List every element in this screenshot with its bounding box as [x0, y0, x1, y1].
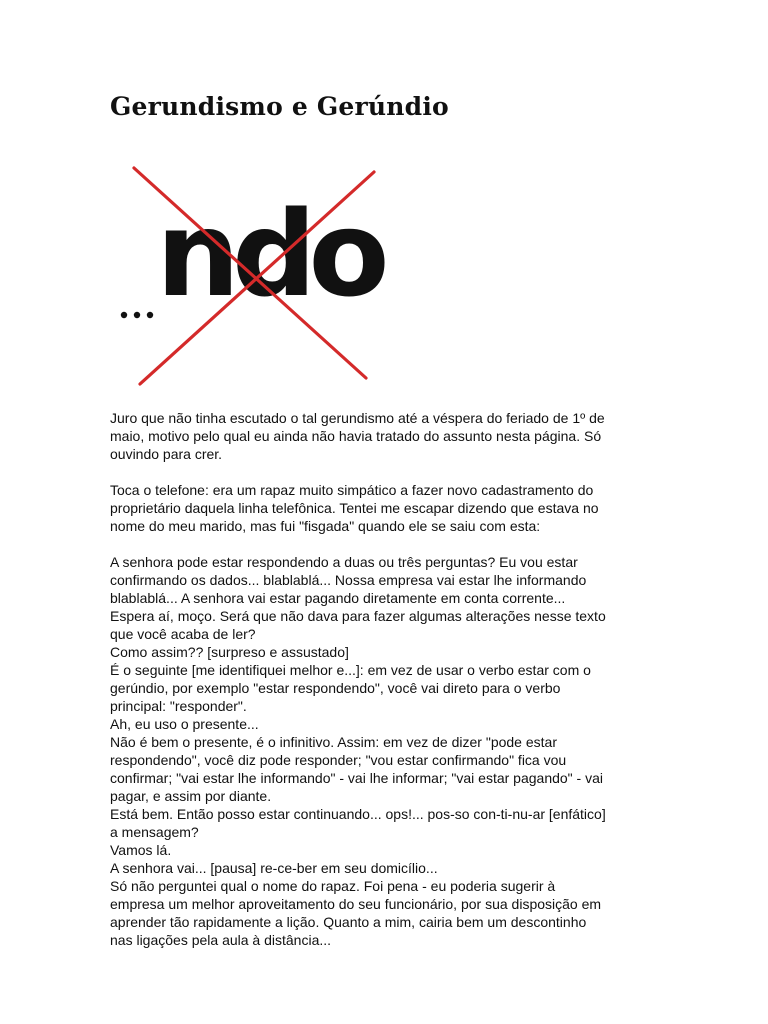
ellipsis-dots — [121, 312, 153, 318]
text-line: aprender tão rapidamente a lição. Quanto a mim, cairia bem um descontinho — [110, 914, 587, 930]
text-line: empresa um melhor aproveitamento do seu funcionário, por sua disposição em — [110, 896, 602, 912]
text-line: confirmando os dados... blablablá... Nossa empresa vai estar lhe informando — [110, 572, 587, 588]
text-line: Toca o telefone: era um rapaz muito simpático a fazer novo cadastramento do — [110, 482, 594, 498]
text-line: gerúndio, por exemplo "estar respondendo", você vai direto para o verbo — [110, 680, 561, 696]
text-line: maio, motivo pelo qual eu ainda não havia tratado do assunto nesta página. Só — [110, 428, 602, 444]
text-line: É o seguinte [me identifiquei melhor e...]: em vez de usar o verbo estar com o — [110, 662, 591, 678]
text-line: Está bem. Então posso estar continuando... ops!... pos-so con-ti-nu-ar [enfático] — [110, 806, 606, 822]
text-line: principal: "responder". — [110, 698, 247, 714]
text-line: ouvindo para crer. — [110, 446, 223, 462]
crossed-out-ndo-image — [112, 160, 402, 390]
paragraph-gap — [110, 535, 670, 553]
text-line: Juro que não tinha escutado o tal gerundismo até a véspera do feriado de 1º de — [110, 410, 605, 426]
text-line: A senhora pode estar respondendo a duas ou três perguntas? Eu vou estar — [110, 554, 578, 570]
text-line: Ah, eu uso o presente... — [110, 716, 259, 732]
text-line: Vamos lá. — [110, 842, 172, 858]
text-line: que você acaba de ler? — [110, 626, 256, 642]
page-title: Gerundismo e Gerúndio — [110, 92, 449, 121]
text-line: nas ligações pela aula à distância... — [110, 932, 332, 948]
text-line: respondendo", você diz pode responder; "vou estar confirmando" fica vou — [110, 752, 567, 768]
text-line: Só não perguntei qual o nome do rapaz. Foi pena - eu poderia sugerir à — [110, 878, 556, 894]
text-line: confirmar; "vai estar lhe informando" - vai lhe informar; "vai estar pagando" - vai — [110, 770, 603, 786]
text-line: a mensagem? — [110, 824, 199, 840]
text-line: Não é bem o presente, é o infinitivo. Assim: em vez de dizer "pode estar — [110, 734, 557, 750]
text-line: proprietário daquela linha telefônica. Tentei me escapar dizendo que estava no — [110, 500, 599, 516]
article-body — [110, 409, 670, 949]
text-line: blablablá... A senhora vai estar pagando diretamente em conta corrente... — [110, 590, 566, 606]
text-line: Espera aí, moço. Será que não dava para fazer algumas alterações nesse texto — [110, 608, 606, 624]
text-line: Como assim?? [surpreso e assustado] — [110, 644, 349, 660]
ndo-word: ndo — [156, 185, 382, 323]
text-line: nome do meu marido, mas fui "fisgada" quando ele se saiu com esta: — [110, 518, 541, 534]
paragraph-gap — [110, 463, 670, 481]
text-line: pagar, e assim por diante. — [110, 788, 272, 804]
text-line: A senhora vai... [pausa] re-ce-ber em seu domicílio... — [110, 860, 438, 876]
